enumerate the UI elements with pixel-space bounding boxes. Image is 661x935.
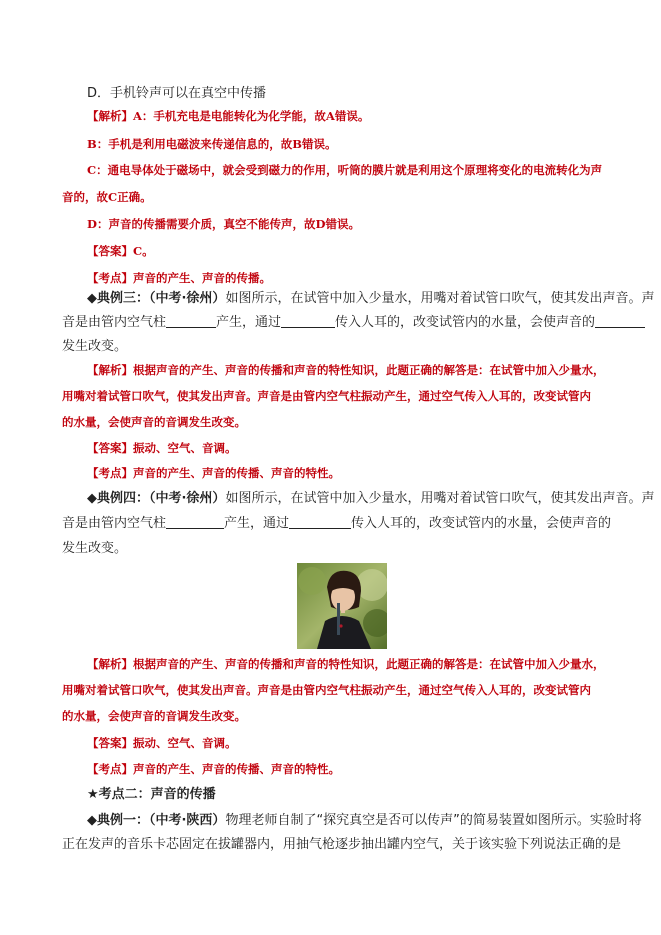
key-point-1: 【考点】声音的产生、声音的传播。 [87, 271, 271, 285]
analysis-a: 【解析】A：手机充电是电能转化为化学能，故A错误。 [87, 109, 370, 123]
explain-4-line1: 【解析】根据声音的产生、声音的传播和声音的特性知识，此题正确的解答是：在试管中加入少量水， [87, 657, 605, 671]
answer-4: 【答案】振动、空气、音调。 [87, 736, 237, 750]
blank-3 [595, 313, 645, 328]
explain-4-line2: 用嘴对着试管口吹气，使其发出声音。声音是由管内空气柱振动产生，通过空气传入人耳的，改变试管内 [62, 683, 591, 697]
example-4-text-b: 产生，通过 [224, 516, 290, 531]
example-3-heading: ◆典例三：（中考·徐州） [87, 291, 226, 306]
answer-3: 【答案】振动、空气、音调。 [87, 441, 237, 455]
example-1-line1 [87, 811, 642, 831]
blank-1 [166, 313, 216, 328]
explain-4-line3: 的水量，会使声音的音调发生改变。 [62, 709, 246, 723]
example-4-heading: ◆典例四：（中考·徐州） [87, 491, 226, 506]
example-4-text: 如图所示，在试管中加入少量水，用嘴对着试管口吹气，使其发出声音。声 [225, 491, 655, 506]
example-3-text-a: 音是由管内空气柱 [62, 315, 167, 330]
section-heading-key-point-2: ★考点二：声音的传播 [87, 787, 216, 802]
example-1-line2: 正在发声的音乐卡芯固定在拔罐器内，用抽气枪逐步抽出罐内空气，关于该实验下列说法正确的是 [62, 837, 622, 852]
explain-3-line3: 的水量，会使声音的音调发生改变。 [62, 415, 246, 429]
example-3-line2 [62, 313, 645, 333]
example-1-heading: ◆典例一：（中考·陕西） [87, 813, 226, 828]
analysis-c-line2: 音的，故C正确。 [62, 190, 152, 204]
example-4-line1 [87, 489, 654, 509]
example-3-line1 [87, 289, 654, 309]
example-4-line3: 发生改变。 [62, 541, 128, 556]
option-d: D．手机铃声可以在真空中传播 [87, 86, 267, 101]
analysis-b: B：手机是利用电磁波来传递信息的，故B错误。 [87, 137, 337, 151]
explain-3-line2: 用嘴对着试管口吹气，使其发出声音。声音是由管内空气柱振动产生，通过空气传入人耳的，改变试管内 [62, 389, 591, 403]
example-3-text-b: 产生，通过 [216, 315, 282, 330]
analysis-c-line1: C：通电导体处于磁场中，就会受到磁力的作用，听筒的膜片就是利用这个原理将变化的电流转化为声 [87, 163, 603, 177]
example-4-text-a: 音是由管内空气柱 [62, 516, 167, 531]
key-point-4: 【考点】声音的产生、声音的传播、声音的特性。 [87, 762, 340, 776]
blank-5 [289, 514, 351, 529]
example-3-line3: 发生改变。 [62, 339, 128, 354]
example-4-line2 [62, 514, 611, 534]
girl-blowing-test-tube-photo [297, 563, 387, 649]
blank-4 [166, 514, 224, 529]
example-4-text-c: 传入人耳的，改变试管内的水量，会使声音的 [351, 516, 612, 531]
key-point-3: 【考点】声音的产生、声音的传播、声音的特性。 [87, 466, 340, 480]
analysis-d: D：声音的传播需要介质，真空不能传声，故D错误。 [87, 217, 360, 231]
explain-3-line1: 【解析】根据声音的产生、声音的传播和声音的特性知识，此题正确的解答是：在试管中加入少量水， [87, 363, 605, 377]
answer-1: 【答案】C。 [87, 244, 154, 258]
example-3-text: 如图所示，在试管中加入少量水，用嘴对着试管口吹气，使其发出声音。声 [225, 291, 655, 306]
blank-2 [281, 313, 335, 328]
example-1-text: 物理老师自制了“探究真空是否可以传声”的简易装置如图所示。实验时将 [225, 813, 642, 828]
example-3-text-c: 传入人耳的，改变试管内的水量，会使声音的 [335, 315, 596, 330]
